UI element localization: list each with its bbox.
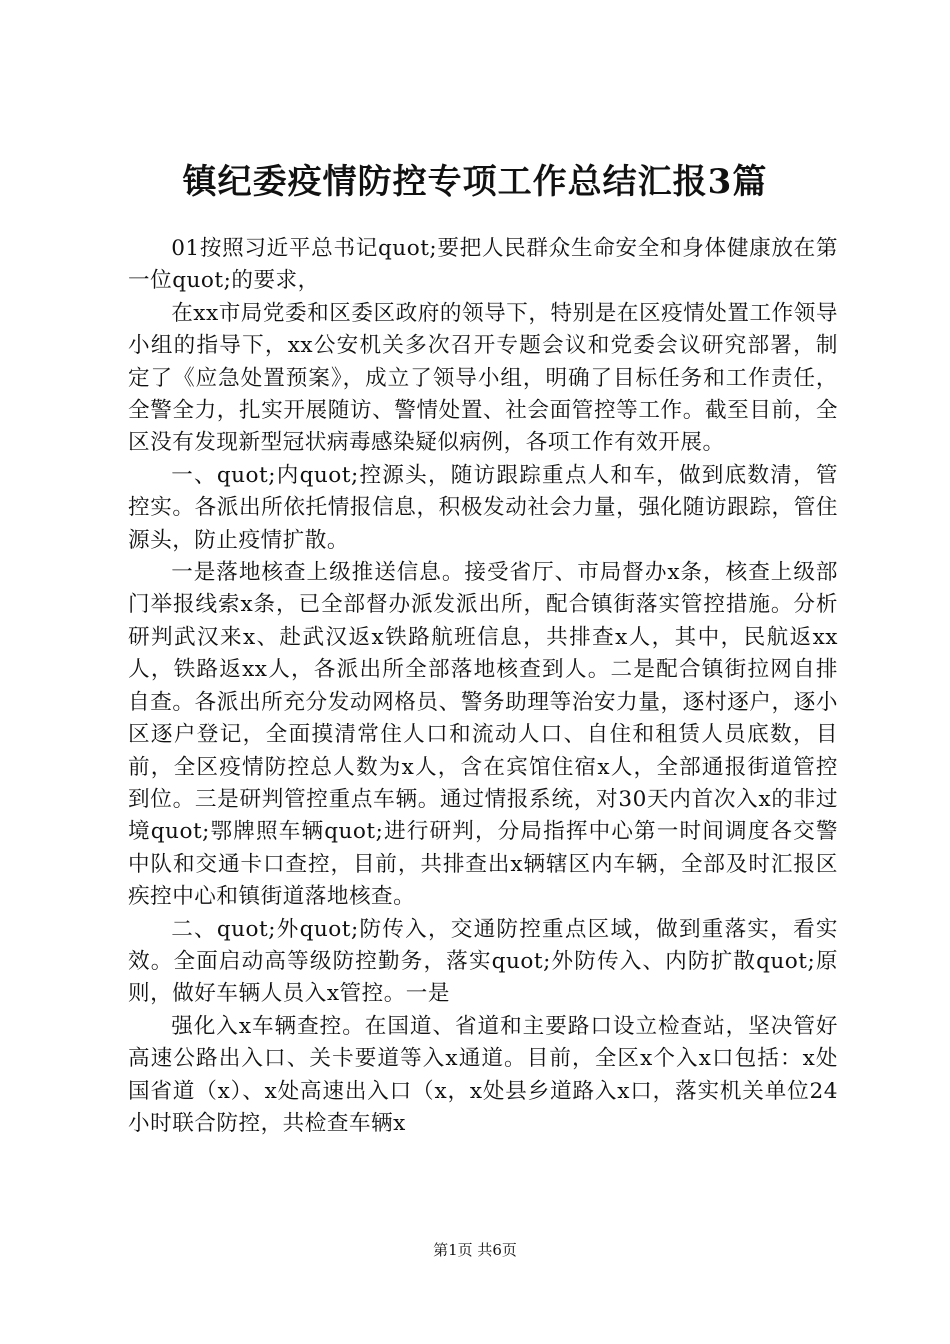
- document-title: 镇纪委疫情防控专项工作总结汇报3篇: [182, 162, 768, 202]
- paragraph: 01按照习近平总书记quot;要把人民群众生命安全和身体健康放在第一位quot;的要求，: [128, 236, 838, 294]
- paragraph: 二、quot;外quot;防传入，交通防控重点区域，做到重落实，看实效。全面启动高等级防控勤务，落实quot;外防传入、内防扩散quot;原则，做好车辆人员入x管控。一是: [128, 916, 838, 1007]
- paragraph: 一、quot;内quot;控源头，随访跟踪重点人和车，做到底数清，管控实。各派出所依托情报信息，积极发动社会力量，强化随访跟踪，管住源头，防止疫情扩散。: [128, 462, 838, 553]
- document-body: [128, 233, 838, 1140]
- page-number-footer: 第1页 共6页: [433, 1241, 517, 1259]
- paragraph: 在xx市局党委和区委区政府的领导下，特别是在区疫情处置工作领导小组的指导下，xx公安机关多次召开专题会议和党委会议研究部署，制定了《应急处置预案》，成立了领导小组，明确了目标任务和工作责任，全警全力，扎实开展随访、警情处置、社会面管控等工作。截至目前，全区没有发现新型冠状病毒感染疑似病例，各项工作有效开展。: [128, 300, 838, 456]
- paragraph: 一是落地核查上级推送信息。接受省厅、市局督办x条，核查上级部门举报线索x条，已全部督办派发派出所，配合镇街落实管控措施。分析研判武汉来x、赴武汉返x铁路航班信息，共排查x人，其中，民航返xx人，铁路返xx人，各派出所全部落地核查到人。二是配合镇街拉网自排自查。各派出所充分发动网格员、警务助理等治安力量，逐村逐户，逐小区逐户登记，全面摸清常住人口和流动人口、自住和租赁人员底数，目前，全区疫情防控总人数为x人，含在宾馆住宿x人，全部通报街道管控到位。三是研判管控重点车辆。通过情报系统，对30天内首次入x的非过境quot;鄂牌照车辆quot;进行研判，分局指挥中心第一时间调度各交警中队和交通卡口查控，目前，共排查出x辆辖区内车辆，全部及时汇报区疾控中心和镇街道落地核查。: [128, 560, 838, 910]
- paragraph: 强化入x车辆查控。在国道、省道和主要路口设立检查站，坚决管好高速公路出入口、关卡要道等入x通道。目前，全区x个入x口包括：x处国省道（x）、x处高速出入口（x，x处县乡道路入x口，落实机关单位24小时联合防控，共检查车辆x: [128, 1013, 838, 1136]
